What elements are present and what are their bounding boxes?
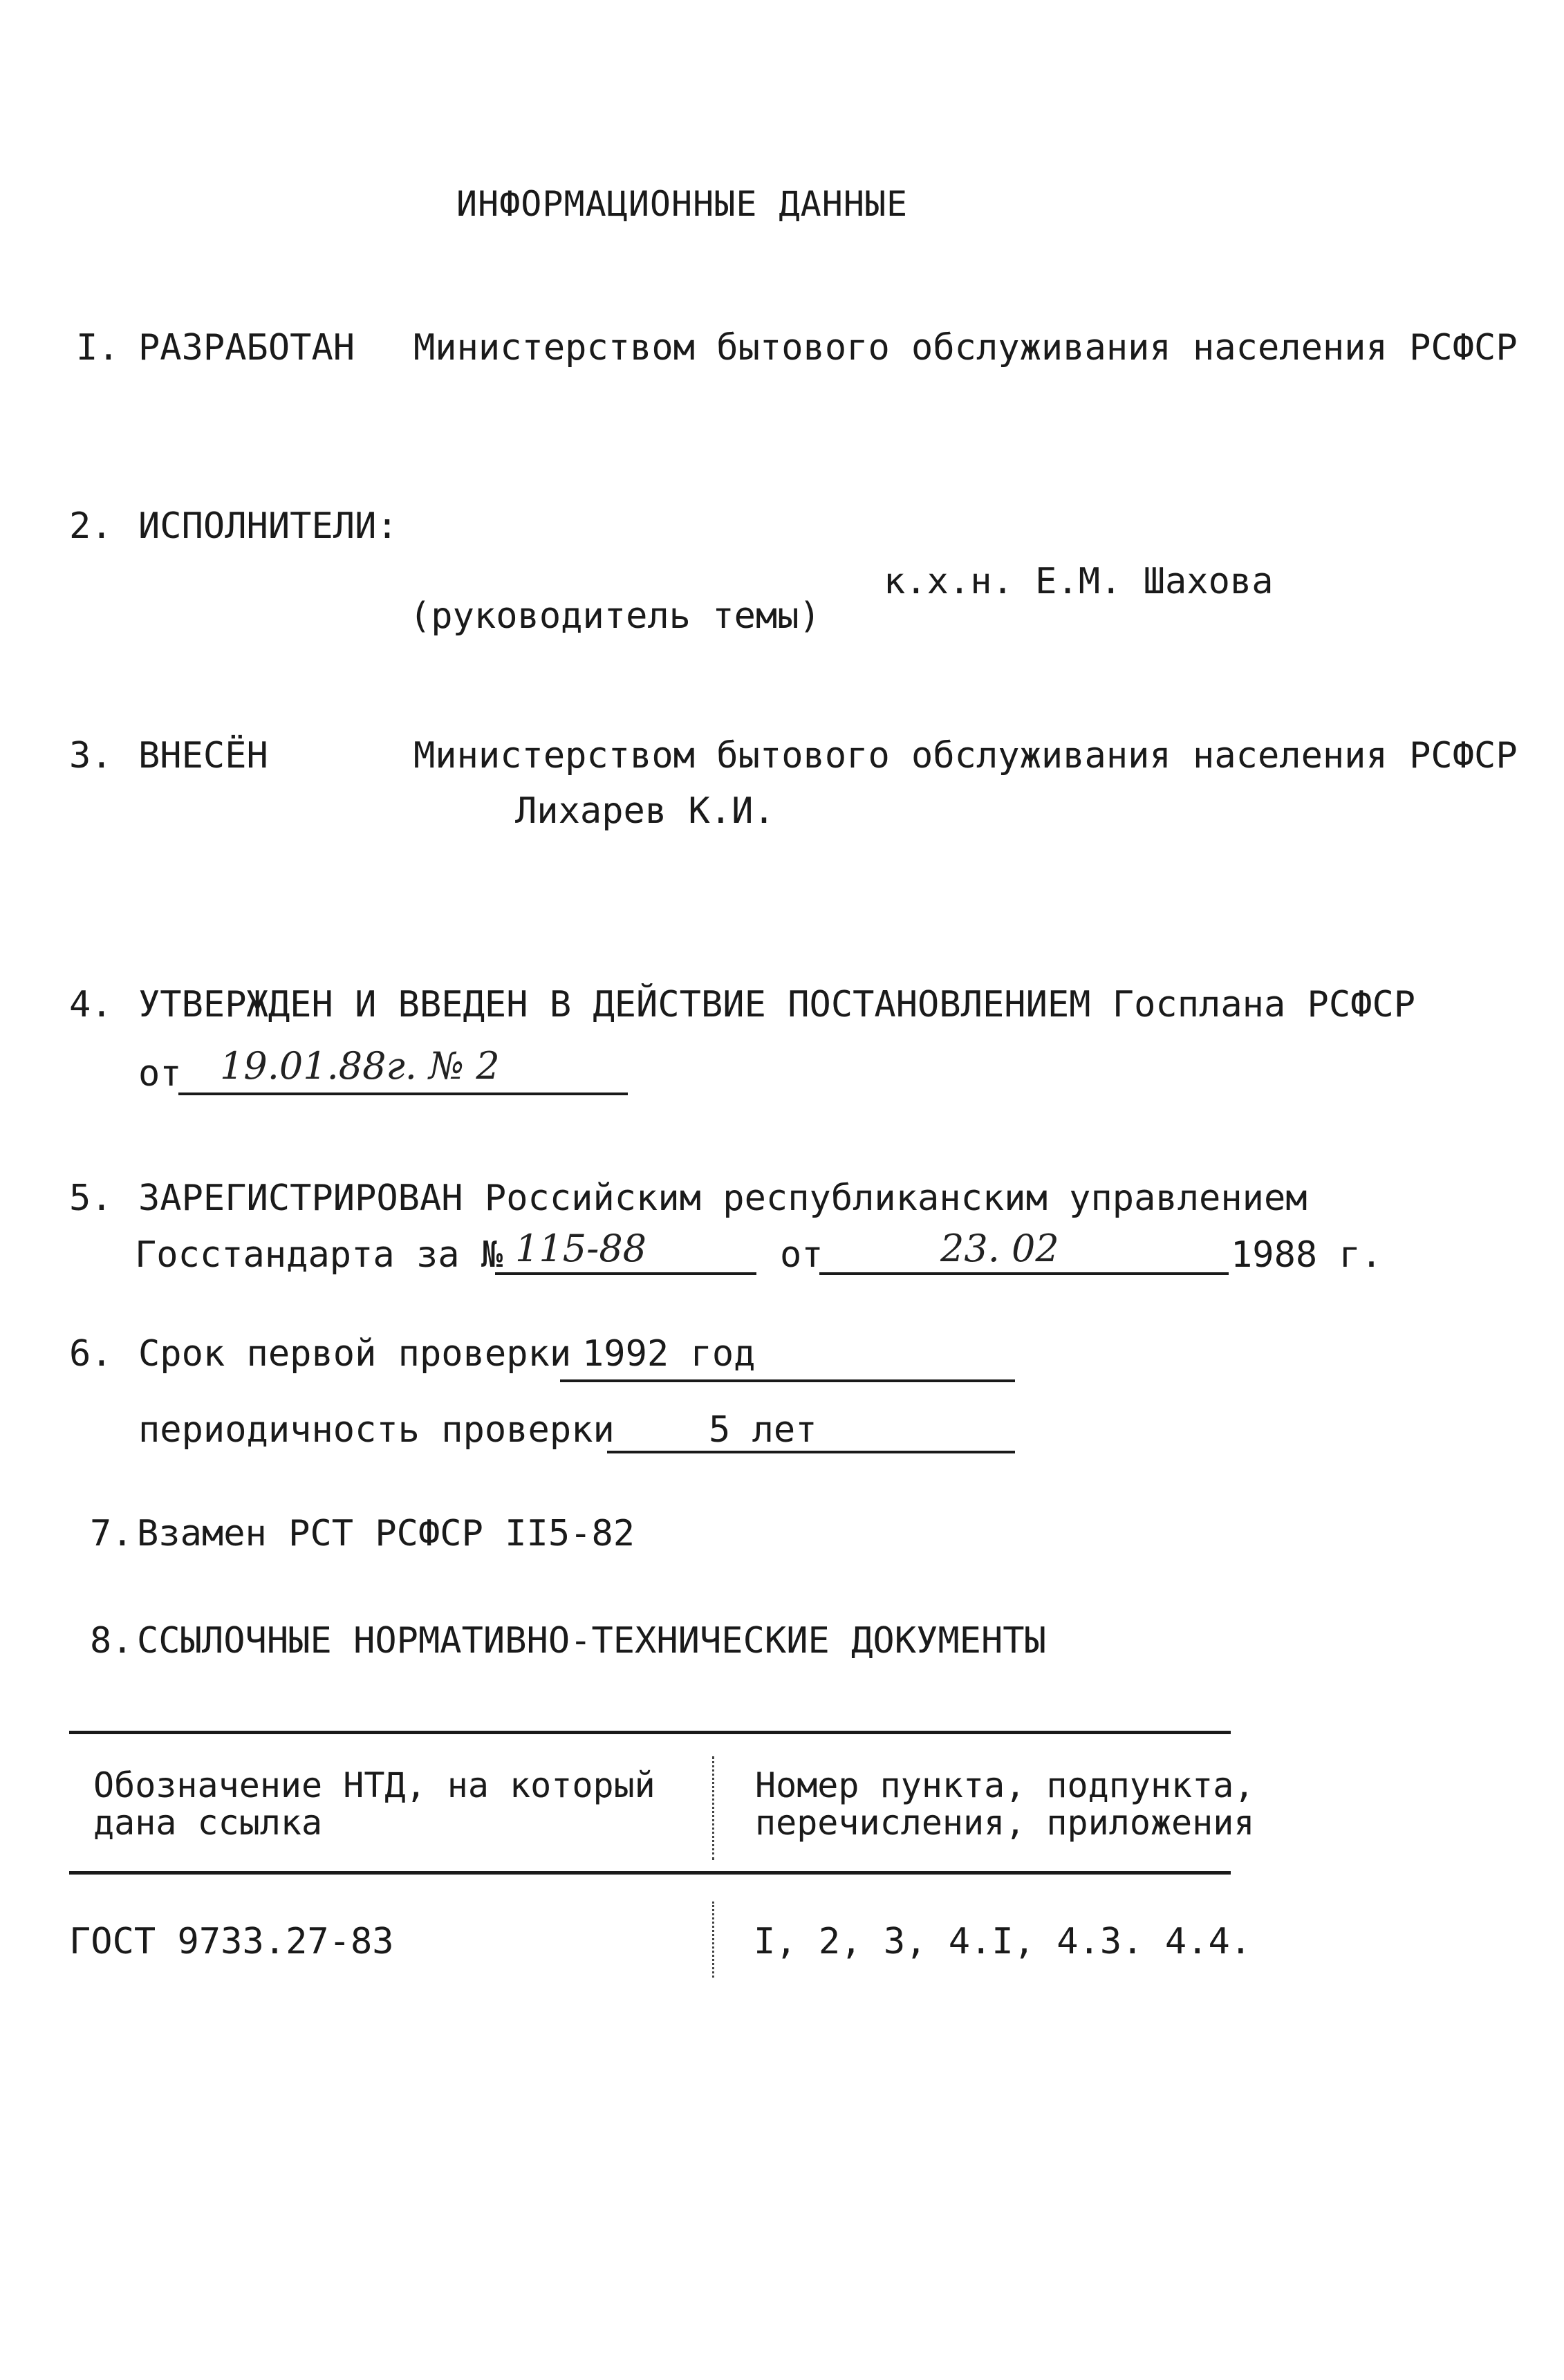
item-2-performer-role: (руководитель темы) [409, 595, 821, 637]
item-1-label: РАЗРАБОТАН [138, 327, 355, 369]
item-3-label: ВНЕСЁН [138, 735, 268, 777]
table-header-divider [712, 1756, 714, 1860]
item-2-number: 2. [69, 505, 113, 547]
item-5-date: 23. 02 [940, 1227, 1059, 1270]
item-4-underline [178, 1093, 628, 1095]
item-5-line1: ЗАРЕГИСТРИРОВАН Российским республиканским управлением [138, 1178, 1307, 1219]
item-6-first-check-underline [560, 1379, 1015, 1382]
table-top-rule [69, 1731, 1231, 1734]
table-row [69, 1919, 1252, 1967]
page-title: ИНФОРМАЦИОННЫЕ ДАННЫЕ [456, 184, 909, 224]
item-4-text: УТВЕРЖДЕН И ВВЕДЕН В ДЕЙСТВИЕ ПОСТАНОВЛЕНИЕМ Госплана РСФСР [138, 984, 1416, 1025]
table-cell-clauses: I, 2, 3, 4.I, 4.3. 4.4. [754, 1921, 1252, 1962]
item-6-number: 6. [69, 1333, 113, 1375]
item-7-text: Взамен РСТ РСФСР II5-82 [137, 1513, 635, 1554]
item-3-text: Министерством бытового обслуживания населения РСФСР [413, 735, 1518, 777]
item-5-line2-prefix: Госстандарта за № [135, 1234, 503, 1276]
table-header-col1-line2: дана ссылка [93, 1803, 323, 1843]
item-6-first-check-value: 1992 год [582, 1333, 756, 1375]
item-1-number: I. [76, 327, 120, 369]
item-8-text: ССЫЛОЧНЫЕ НОРМАТИВНО-ТЕХНИЧЕСКИЕ ДОКУМЕНТЫ [137, 1620, 1046, 1662]
item-1-text: Министерством бытового обслуживания населения РСФСР [413, 327, 1518, 369]
item-4-handwritten-date: 19.01.88г. № 2 [220, 1044, 500, 1088]
item-4-from-label: от [138, 1053, 182, 1095]
table-header-col1-line1: Обозначение НТД, на который [93, 1765, 655, 1805]
item-5-date-underline [819, 1272, 1229, 1275]
item-5-from-label: от [780, 1234, 823, 1276]
item-5-number: 5. [69, 1178, 113, 1219]
item-7-number: 7. [90, 1513, 133, 1554]
item-5-reg-number: 115-88 [515, 1227, 647, 1270]
item-6-period-value: 5 лет [709, 1409, 817, 1451]
item-4-number: 4. [69, 984, 113, 1025]
item-8-number: 8. [90, 1620, 133, 1662]
item-5-year: 1988 г. [1231, 1234, 1383, 1276]
item-6-period-underline [607, 1451, 1015, 1453]
table-header-col2-line2: перечисления, приложения [755, 1803, 1255, 1843]
table-header-col2-line1: Номер пункта, подпункта, [755, 1765, 1255, 1805]
item-3-number: 3. [69, 735, 113, 777]
item-2-performer-name: к.х.н. Е.М. Шахова [884, 561, 1274, 602]
item-3-person: Лихарев К.И. [515, 790, 775, 832]
item-5-reg-underline [495, 1272, 756, 1275]
table-row-divider [712, 1902, 714, 1978]
table-header-rule [69, 1871, 1231, 1875]
item-6-period-label: периодичность проверки [138, 1409, 615, 1451]
table-cell-doc: ГОСТ 9733.27-83 [69, 1921, 394, 1962]
item-6-first-check-label: Срок первой проверки [138, 1333, 572, 1375]
item-2-label: ИСПОЛНИТЕЛИ: [138, 505, 398, 547]
